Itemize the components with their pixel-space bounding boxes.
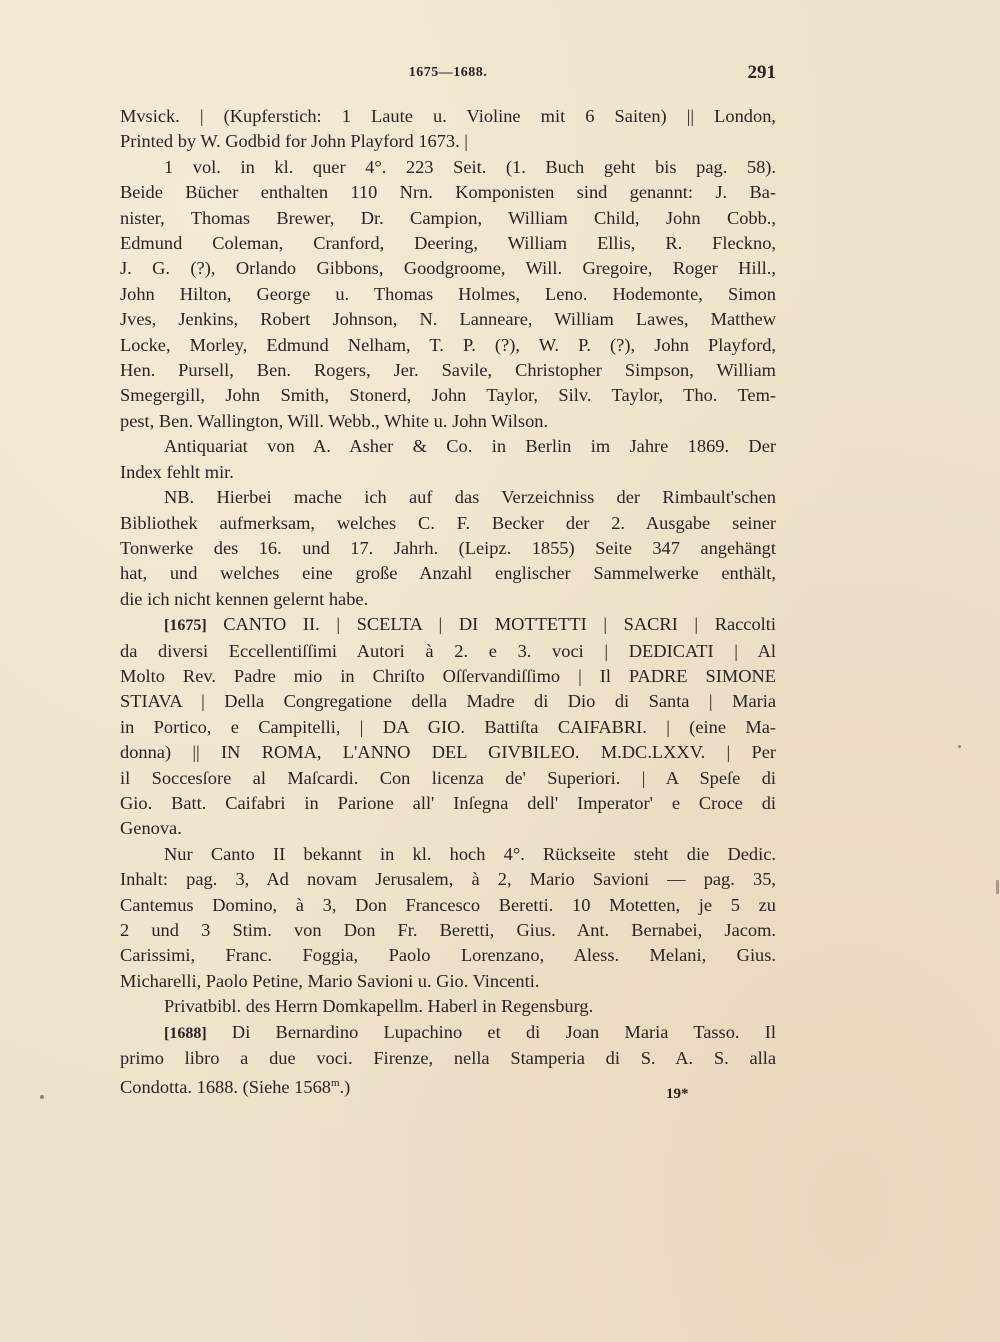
text-line: John Hilton, George u. Thomas Holmes, Leno. Hodemonte, Simon	[120, 283, 776, 304]
text-line: Tonwerke des 16. und 17. Jahrh. (Leipz. 1855) Seite 347 angehängt	[120, 537, 776, 558]
text-line: Inhalt: pag. 3, Ad novam Jerusalem, à 2, Mario Savioni — pag. 35,	[120, 869, 776, 890]
text-line: STIAVA | Della Congregatione della Madre di Dio di Santa | Maria	[120, 691, 776, 712]
text-line: Genova.	[120, 818, 182, 839]
running-head	[120, 62, 776, 88]
entry-year: [1675]	[164, 617, 207, 635]
text-line: Molto Rev. Padre mio in Chriſto Oſſervandiſſimo | Il PADRE SIMONE	[120, 665, 776, 686]
page-number: 291	[747, 62, 776, 83]
text-line: Edmund Coleman, Cranford, Deering, William Ellis, R. Fleckno,	[120, 233, 776, 254]
text-line: 1 vol. in kl. quer 4°. 223 Seit. (1. Buch geht bis pag. 58).	[164, 156, 776, 177]
paragraph-playford-entry	[120, 104, 776, 434]
paper-speck	[996, 880, 999, 894]
text-line: Bibliothek aufmerksam, welches C. F. Becker der 2. Ausgabe seiner	[120, 512, 776, 533]
text-line-tail: .)	[339, 1077, 351, 1098]
text-line: die ich nicht kennen gelernt habe.	[120, 588, 369, 609]
text-line: Index fehlt mir.	[120, 461, 234, 482]
entry-title-start: Di Bernardino Lupachino et di Joan Maria Tasso. Il	[206, 1021, 776, 1042]
superscript-mark: m	[330, 1077, 340, 1090]
text-line: Locke, Morley, Edmund Nelham, T. P. (?), W. P. (?), John Playford,	[120, 334, 776, 355]
text-line: Beide Bücher enthalten 110 Nrn. Komponisten sind genannt: J. Ba-	[120, 182, 776, 203]
body-text	[120, 104, 776, 1101]
text-line-content: Condotta. 1688. (Siehe 1568	[120, 1077, 331, 1098]
paragraph-canto-description	[120, 842, 776, 994]
text-line: Nur Canto II bekannt in kl. hoch 4°. Rückseite steht die Dedic.	[164, 843, 776, 864]
text-line: 2 und 3 Stim. von Don Fr. Beretti, Gius. Ant. Bernabei, Jacom.	[120, 920, 776, 940]
text-line: NB. Hierbei mache ich auf das Verzeichniss der Rimbault'schen	[164, 487, 776, 508]
text-line: nister, Thomas Brewer, Dr. Campion, William Child, John Cobb.,	[120, 207, 776, 228]
text-line: donna) || IN ROMA, L'ANNO DEL GIVBILEO. M.DC.LXXV. | Per	[120, 742, 776, 763]
text-line	[120, 612, 776, 638]
text-line: pest, Ben. Wallington, Will. Webb., White u. John Wilson.	[120, 410, 549, 431]
text-line: Antiquariat von A. Asher & Co. in Berlin im Jahre 1869. Der	[164, 436, 776, 457]
text-line: Hen. Pursell, Ben. Rogers, Jer. Savile, Christopher Simpson, William	[120, 360, 776, 381]
running-title: 1675—1688.	[408, 65, 488, 80]
paragraph-note-rimbault	[120, 485, 776, 612]
paper-speck	[958, 745, 961, 748]
text-line: hat, und welches eine große Anzahl englischer Sammelwerke enthält,	[120, 563, 776, 584]
text-line: in Portico, e Campitelli, | DA GIO. Battiſta CAIFABRI. | (eine Ma-	[120, 716, 776, 737]
text-line: da diversi Eccellentiſſimi Autori à 2. e 3. voci | DEDICATI | Al	[120, 640, 776, 661]
paragraph-provenance-haberl	[120, 994, 776, 1019]
paragraph-provenance-asher	[120, 434, 776, 485]
signature-mark: 19*	[666, 1086, 689, 1102]
text-line: J. G. (?), Orlando Gibbons, Goodgroome, Will. Gregoire, Roger Hill.,	[120, 258, 776, 279]
text-line: Jves, Jenkins, Robert Johnson, N. Lanneare, William Lawes, Matthew	[120, 309, 776, 330]
text-line: primo libro a due voci. Firenze, nella Stamperia di S. A. S. alla	[120, 1048, 776, 1069]
text-line: Cantemus Domino, à 3, Don Francesco Beretti. 10 Motetten, je 5 zu	[120, 894, 776, 915]
text-line	[120, 1020, 776, 1046]
entry-title-start: CANTO II. | SCELTA | DI MOTTETTI | SACRI | Raccolti	[206, 614, 776, 635]
text-line: Carissimi, Franc. Foggia, Paolo Lorenzano, Aless. Melani, Gius.	[120, 945, 776, 966]
text-line: Privatbibl. des Herrn Domkapellm. Haberl in Regensburg.	[164, 996, 594, 1017]
text-line: Smegergill, John Smith, Stonerd, John Taylor, Silv. Taylor, Tho. Tem-	[120, 385, 776, 406]
entry-year: [1688]	[164, 1024, 207, 1042]
text-line: Mvsick. | (Kupferstich: 1 Laute u. Violine mit 6 Saiten) || London,	[120, 106, 776, 126]
text-line: Printed by W. Godbid for John Playford 1673. |	[120, 131, 468, 152]
text-line: Gio. Batt. Caifabri in Parione all' Inſegna dell' Imperator' e Croce di	[120, 792, 776, 813]
entry-1675	[120, 612, 776, 842]
text-line: Micharelli, Paolo Petine, Mario Savioni u. Gio. Vincenti.	[120, 970, 540, 991]
paper-speck	[40, 1095, 44, 1099]
text-line: il Soccesſore al Maſcardi. Con licenza de' Superiori. | A Speſe di	[120, 767, 776, 788]
